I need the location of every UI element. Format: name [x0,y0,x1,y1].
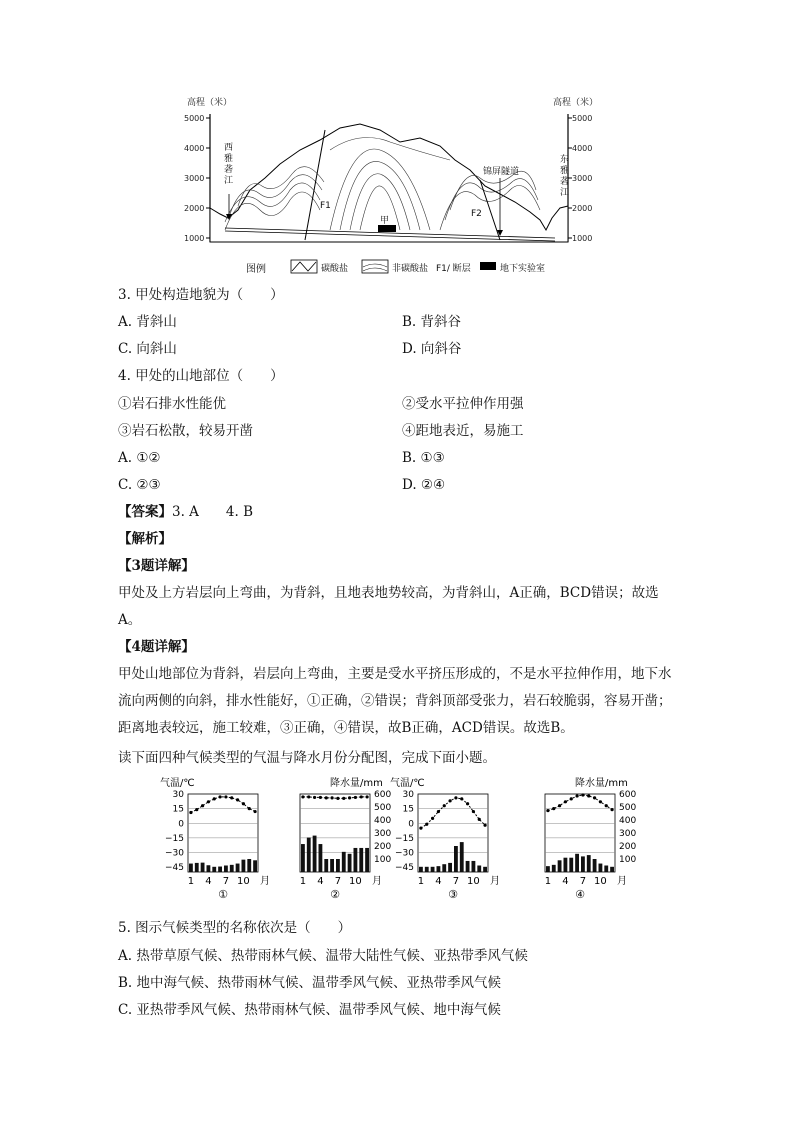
temp-point [552,807,555,810]
temp-line [303,797,367,798]
precip-bar [419,867,423,872]
temp-point [189,811,192,814]
legend-title: 图例 [246,264,266,275]
month-tick: 4 [317,876,324,887]
precip-bar [466,861,470,872]
month-tick: 10 [467,876,480,887]
temp-point [587,794,590,797]
profile-tick-left: 5000 [184,114,205,123]
temp-point [599,800,602,803]
temp-point [336,797,339,800]
temp-tick: −15 [165,833,184,844]
temp-tick: 30 [402,790,414,800]
precip-bar [324,859,328,872]
month-tick: 4 [205,876,212,887]
precip-tick: 500 [619,803,637,813]
precip-tick: 300 [619,829,637,839]
month-tick: 1 [544,876,552,887]
q3-option-c[interactable]: C. 向斜山 [118,341,177,357]
month-tick: 4 [562,876,569,887]
point-jia-label: 甲 [380,216,390,226]
month-tick: 1 [417,876,425,887]
precip-bar [575,854,579,872]
precip-bar [593,859,597,872]
temp-point [342,797,345,800]
detail3-text: 甲处及上方岩层向上弯曲，为背斜，且地表地势较高，为背斜山，A正确，BCD错误；故选A。 [118,585,659,628]
precip-bar [242,860,246,872]
temp-point [564,800,567,803]
precip-bar [546,866,550,872]
temp-axis-label: 气温/℃ [390,778,425,789]
precip-bar [365,848,369,872]
temp-point [610,808,613,811]
temp-point [593,796,596,799]
answer-text: 3. A 4. B [172,504,254,520]
q4-option-b[interactable]: B. ①③ [402,450,445,466]
month-tick: 7 [452,876,460,887]
precip-bar [610,867,614,872]
temp-tick: 15 [402,804,414,815]
temp-tick: −15 [395,833,414,844]
q4-option-c[interactable]: C. ②③ [118,477,161,493]
temp-point [201,804,204,807]
precip-tick: 600 [619,790,637,800]
climate-charts [150,772,650,912]
answer-line [118,502,253,522]
precip-bar [581,856,585,872]
precip-tick: 500 [374,803,392,813]
temp-point [307,795,310,798]
temp-point [253,810,256,813]
precip-bar [336,859,340,872]
precip-tick: 400 [619,816,637,826]
q4-stem: 4. 甲处的山地部位（ ） [118,368,284,384]
precip-bar [247,859,251,872]
month-tick: 1 [187,876,195,887]
precip-bar [230,865,234,872]
month-unit: 月 [617,876,627,887]
detail3-label: 【3题详解】 [118,558,195,574]
precip-bar [437,866,441,872]
temp-point [448,799,451,802]
precip-bar [477,866,481,873]
temp-point [301,795,304,798]
precip-bar [189,864,193,872]
temp-point [325,796,328,799]
detail4-label: 【4题详解】 [118,639,195,655]
temp-axis-label: 气温/℃ [160,778,195,789]
legend-lab: 地下实验室 [500,264,546,274]
temp-point [460,797,463,800]
precip-bar [218,867,222,872]
detail4-text: 甲处山地部位为背斜，岩层向上弯曲，主要是受水平挤压形成的，不是水平拉伸作用，地下水流向两侧的向斜，排水性能好，①正确，②错误；背斜顶部受张力，岩石较脆弱，容易开凿；距离地表较远，施工较难，③正确，④错误，故B正确，ACD错误。故选B。 [118,666,672,736]
temp-point [558,804,561,807]
precip-bar [587,855,591,872]
temp-point [313,796,316,799]
precip-bar [359,848,363,872]
precip-bar [253,860,257,872]
intro-text: 读下面四种气候类型的气温与降水月份分配图，完成下面小题。 [118,750,496,766]
temp-point [248,807,251,810]
temp-point [546,809,549,812]
temp-point [570,797,573,800]
month-unit: 月 [260,876,270,887]
precip-bar [354,848,358,872]
precip-tick: 200 [374,842,392,852]
q5-stem: 5. 图示气候类型的名称依次是（ ） [118,920,352,936]
q4-item-1: ①岩石排水性能优 [118,396,226,412]
q5-option-a[interactable]: A. 热带草原气候、热带雨林气候、温带大陆性气候、亚热带季风气候 [118,948,528,964]
precip-bar [207,865,211,872]
temp-line [421,798,485,828]
q4-option-a[interactable]: A. ①② [118,450,161,466]
temp-point [466,802,469,805]
precip-bar [342,852,346,872]
temp-line [548,795,612,811]
precip-tick: 100 [374,855,392,865]
east-river-label: 东雅砻江 [560,155,570,198]
temp-tick: −30 [395,848,414,859]
temp-point [207,800,210,803]
precip-bar [483,867,487,872]
profile-tick-right: 5000 [572,114,593,123]
precip-bar [460,842,464,872]
precip-bar [472,861,476,872]
precip-bar [558,860,562,872]
month-unit: 月 [490,876,500,887]
profile-tick-right: 4000 [572,144,593,153]
precip-bar [454,846,458,872]
precip-bar [448,863,452,872]
temp-line [191,797,255,813]
precip-bar [431,867,435,872]
precip-bar [599,864,603,872]
q5-option-b[interactable]: B. 地中海气候、热带雨林气候、温带季风气候、亚热带季风气候 [118,975,502,991]
answer-label: 【答案】 [118,504,172,520]
precip-bar [301,844,305,872]
temp-point [431,817,434,820]
month-unit: 月 [372,876,382,887]
precip-bar [195,863,199,872]
temp-point [230,796,233,799]
climate-chart-4 [545,776,637,901]
lab-marker [378,225,396,232]
chart-number: ② [330,888,340,901]
temp-tick: −45 [395,863,414,874]
month-tick: 4 [435,876,442,887]
temp-tick: 0 [408,819,414,830]
chart-number: ④ [575,888,585,901]
legend-fault: F1/ 断层 [436,264,471,274]
month-tick: 10 [237,876,250,887]
temp-point [236,798,239,801]
temp-point [454,796,457,799]
temp-tick: −45 [165,863,184,874]
profile-tick-right: 2000 [572,204,593,213]
temp-point [354,796,357,799]
climate-chart-2 [300,776,392,901]
precip-tick: 600 [374,790,392,800]
precip-bar [348,854,352,872]
temp-point [330,796,333,799]
temp-point [437,810,440,813]
temp-point [472,810,475,813]
profile-tick-left: 2000 [184,204,205,213]
q4-item-4: ④距地表近，易施工 [402,423,524,439]
month-tick: 7 [334,876,342,887]
analysis-label: 【解析】 [118,531,172,547]
precip-axis-label: 降水量/mm [330,778,383,789]
precip-bar [442,864,446,872]
temp-point [419,827,422,830]
temp-point [213,797,216,800]
q4-item-3: ③岩石松散，较易开凿 [118,423,253,439]
precip-bar [425,867,429,872]
month-tick: 7 [579,876,587,887]
fault-f2-label: F2 [471,209,482,219]
precip-tick: 200 [619,842,637,852]
temp-point [605,804,608,807]
precip-bar [604,866,608,873]
precip-tick: 100 [619,855,637,865]
month-tick: 10 [594,876,607,887]
temp-point [319,796,322,799]
temp-point [425,823,428,826]
legend-noncarbonate: 非碳酸盐 [392,264,429,274]
profile-tick-right: 1000 [572,234,593,243]
climate-chart-1 [160,777,270,901]
temp-tick: 15 [172,804,184,815]
temp-point [443,804,446,807]
temp-point [242,802,245,805]
temp-point [224,795,227,798]
temp-point [218,795,221,798]
temp-tick: 30 [172,790,184,800]
precip-tick: 400 [374,816,392,826]
temp-tick: 0 [178,819,184,830]
q4-option-d[interactable]: D. ②④ [402,477,446,493]
precip-bar [564,858,568,872]
temp-point [581,793,584,796]
temp-point [483,824,486,827]
profile-tick-right: 3000 [572,174,593,183]
profile-tick-left: 3000 [184,174,205,183]
geologic-profile-figure [180,90,610,280]
q5-option-c[interactable]: C. 亚热带季风气候、热带雨林气候、温带季风气候、地中海气候 [118,1002,501,1018]
precip-bar [307,838,311,872]
temp-point [348,796,351,799]
precip-bar [330,859,334,872]
temp-point [575,794,578,797]
precip-bar [236,864,240,872]
legend-carbonate: 碳酸盐 [321,264,349,274]
west-river-label: 西雅砻江 [224,143,234,186]
ylabel-right: 高程（米） [553,98,599,108]
precip-bar [569,858,573,872]
ylabel-left: 高程（米） [187,98,233,108]
month-tick: 1 [299,876,307,887]
month-tick: 10 [349,876,362,887]
precip-bar [552,865,556,872]
precip-tick: 300 [374,829,392,839]
precip-bar [212,867,216,872]
precip-bar [224,866,228,873]
climate-chart-3 [390,777,500,901]
q3-option-d[interactable]: D. 向斜谷 [402,341,462,357]
temp-point [195,808,198,811]
precip-bar [313,836,317,872]
q3-option-a[interactable]: A. 背斜山 [118,314,177,330]
temp-tick: −30 [165,848,184,859]
month-tick: 7 [222,876,230,887]
profile-tick-left: 1000 [184,234,205,243]
precip-bar [319,844,323,872]
q4-item-2: ②受水平拉伸作用强 [402,396,524,412]
q3-option-b[interactable]: B. 背斜谷 [402,314,462,330]
precip-axis-label: 降水量/mm [575,778,628,789]
chart-number: ① [218,888,228,901]
q3-stem: 3. 甲处构造地貌为（ ） [118,287,284,303]
temp-point [360,795,363,798]
precip-bar [201,863,205,872]
profile-tick-left: 4000 [184,144,205,153]
fault-f1-label: F1 [320,201,331,211]
tunnel-label: 锦屏隧道 [483,167,520,177]
temp-point [365,795,368,798]
chart-number: ③ [448,888,458,901]
temp-point [478,818,481,821]
